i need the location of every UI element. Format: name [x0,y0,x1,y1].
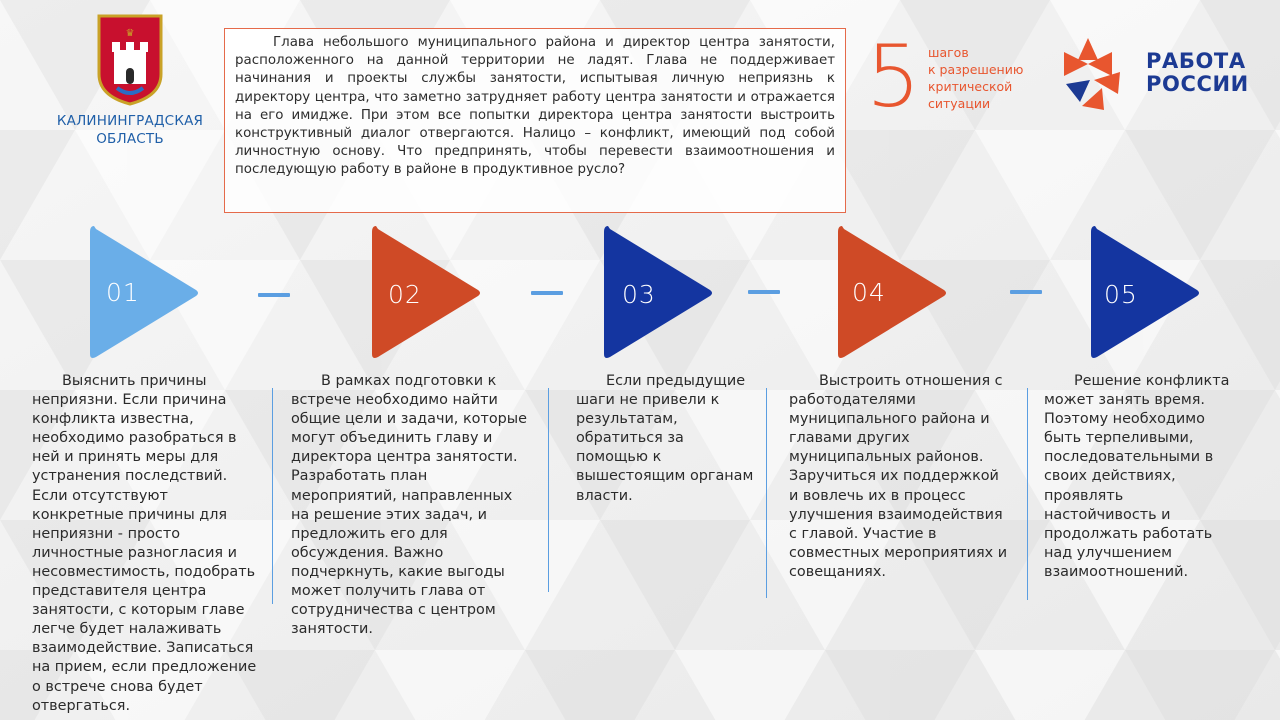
region-header [40,14,220,148]
connector-1 [258,293,290,297]
steps-caption [928,44,1053,112]
region-name-line1: КАЛИНИНГРАДСКАЯ [56,113,204,129]
steps-count: 5 [866,27,921,127]
region-name [40,112,220,148]
step-3-triangle [602,226,714,360]
step-3-description [576,372,760,506]
step-4-description [789,372,1009,582]
step-1-text: Выяснить причины неприязни. Если причина конфликта известна, необходимо разобраться в ней и принять меры для устранения последствий. Если отсутствуют конкретные причины для неприязни - просто личностные разногласия и несовместимость, подобрать представителя центра занятости, с которым главе легче будет налаживать взаимодействие. Записаться на прием, если предложение о встрече снова будет отвергаться. [32,373,257,714]
svg-text:♛: ♛ [125,28,135,39]
step-2-text: В рамках подготовки к встрече необходимо найти общие цели и задачи, которые могут объединить главу и директора центра занятости. Разработать план мероприятий, направленных на решение этих задач, и предложить его для обсуждения. Важно подчеркнуть, какие выгоды может получить глава от сотрудничества с центром занятости. [291,373,527,638]
steps-caption-line3: критической [928,79,1013,94]
step-4-text: Выстроить отношения с работодателями муниципального района и главами других муниципальных районов. Заручиться их поддержкой и вовлечь их в процесс улучшения взаимодействия с главой. Участие в совместных мероприятиях и совещаниях. [789,373,1008,580]
step-5-text: Решение конфликта может занять время. Поэтому необходимо быть терпеливыми, последовательными в своих действиях, проявлять настойчивость и продолжать работать над улучшением взаимоотношений. [1044,373,1230,580]
connector-3 [748,290,780,294]
step-1-number: 01 [106,278,140,307]
step-3-number: 03 [622,280,656,309]
step-2-triangle [370,226,482,360]
step-1-triangle [88,226,200,360]
connector-2 [531,291,563,295]
divider-4 [1027,388,1028,600]
connector-4 [1010,290,1042,294]
case-description: Глава небольшого муниципального района и директор центра занятости, расположенного на данной территории не ладят. Глава не поддерживает начинания и проекты службы занятости, испытывая личную неприязнь к директору центра, что заметно затрудняет работу центра занятости и отражается на его имидже. При этом все попытки директора центра занятости выстроить конструктивный диалог отвергаются. Налицо – конфликт, имеющий под собой личностную основу. Что предпринять, чтобы перевести взаимоотношения и последующую работу в районе в продуктивное русло? [224,28,846,213]
coat-of-arms-icon [97,14,163,106]
divider-3 [766,388,767,598]
brand-name [1146,50,1249,96]
step-2-number: 02 [388,280,422,309]
brand-name-line2: РОССИИ [1146,72,1249,96]
step-1-description [32,372,264,716]
brand-logo [1058,36,1268,112]
steps-caption-line4: ситуации [928,96,991,111]
brand-mark-icon [1058,36,1138,112]
divider-2 [548,388,549,592]
region-name-line2: ОБЛАСТЬ [96,131,164,147]
steps-caption-line2: к разрешению [928,62,1024,77]
step-5-number: 05 [1104,280,1138,309]
step-4-number: 04 [852,278,886,307]
steps-caption-line1: шагов [928,45,969,60]
step-3-text: Если предыдущие шаги не привели к результатам, обратиться за помощью к вышестоящим органам власти. [576,373,754,504]
step-5-description [1044,372,1240,582]
brand-name-line1: РАБОТА [1146,49,1246,73]
divider-1 [272,388,273,604]
step-2-description [291,372,527,639]
